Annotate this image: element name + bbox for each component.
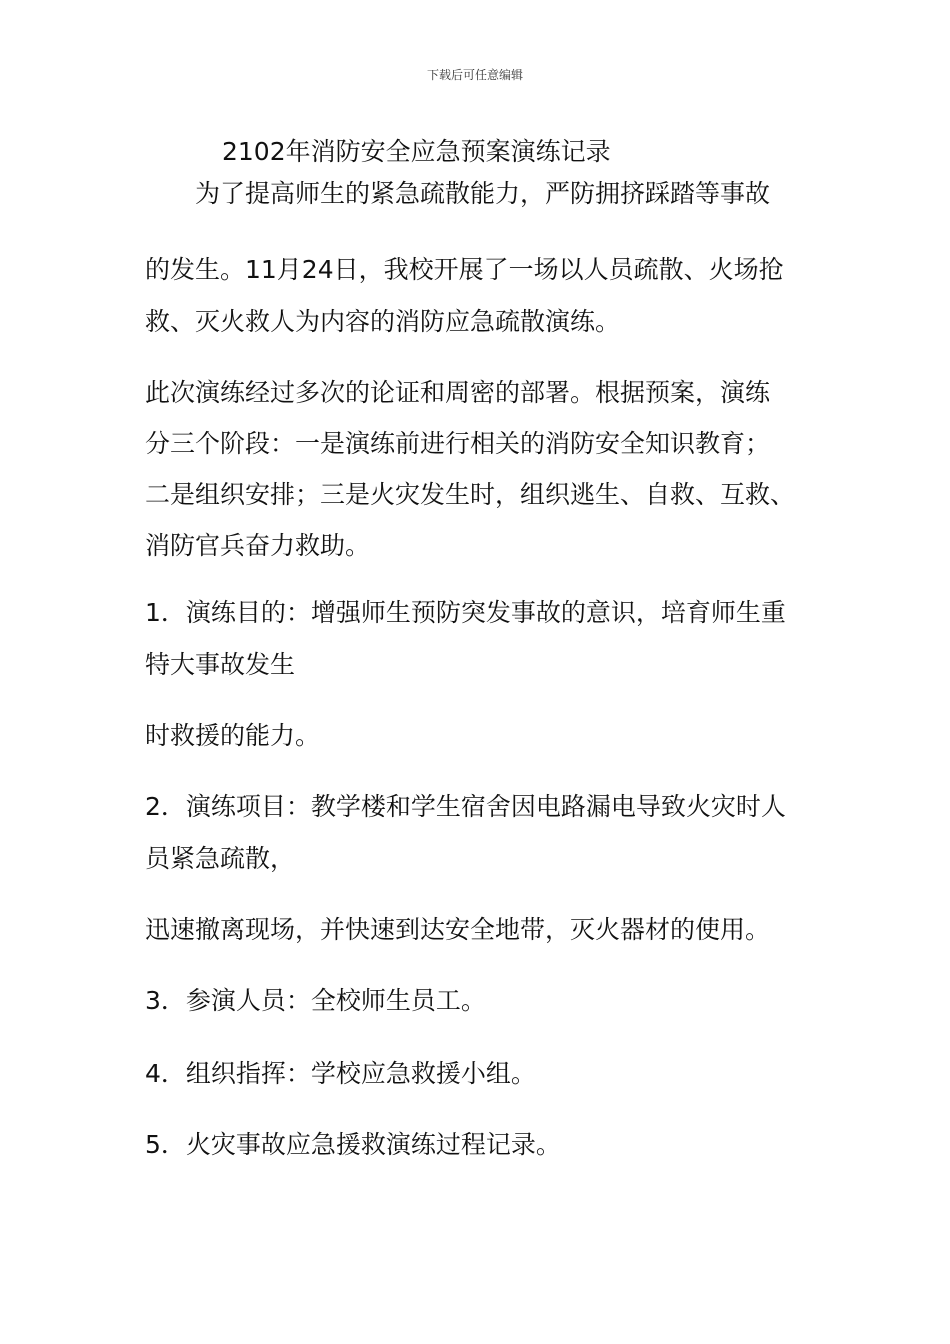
list-item-project: 2．演练项目：教学楼和学生宿舍因电路漏电导致火灾时人 [145, 792, 786, 821]
list-item-objective: 1．演练目的：增强师生预防突发事故的意识，培育师生重 [145, 598, 786, 627]
list-item-project-cont: 迅速撤离现场，并快速到达安全地带，灭火器材的使用。 [145, 915, 771, 944]
list-item-record: 5．火灾事故应急援救演练过程记录。 [145, 1130, 561, 1159]
paragraph-line: 为了提高师生的紧急疏散能力，严防拥挤踩踏等事故 [195, 179, 771, 208]
list-item-objective-cont: 特大事故发生 [145, 650, 296, 679]
header-note: 下载后可任意编辑 [426, 68, 523, 82]
list-item-participants: 3．参演人员：全校师生员工。 [145, 986, 486, 1015]
list-item-objective-cont: 时救援的能力。 [145, 721, 321, 750]
paragraph-line: 此次演练经过多次的论证和周密的部署。根据预案，演练 [145, 378, 771, 407]
paragraph-line: 二是组织安排；三是火灾发生时，组织逃生、自救、互救、 [145, 480, 796, 509]
document-title: 2102年消防安全应急预案演练记录 [222, 137, 611, 166]
paragraph-line: 分三个阶段：一是演练前进行相关的消防安全知识教育； [145, 429, 771, 458]
list-item-command: 4．组织指挥：学校应急救援小组。 [145, 1059, 536, 1088]
paragraph-line: 救、灭火救人为内容的消防应急疏散演练。 [145, 307, 621, 336]
list-item-project-cont: 员紧急疏散， [145, 844, 296, 873]
paragraph-line: 消防官兵奋力救助。 [145, 531, 371, 560]
paragraph-line: 的发生。11月24日，我校开展了一场以人员疏散、火场抢 [145, 255, 784, 284]
